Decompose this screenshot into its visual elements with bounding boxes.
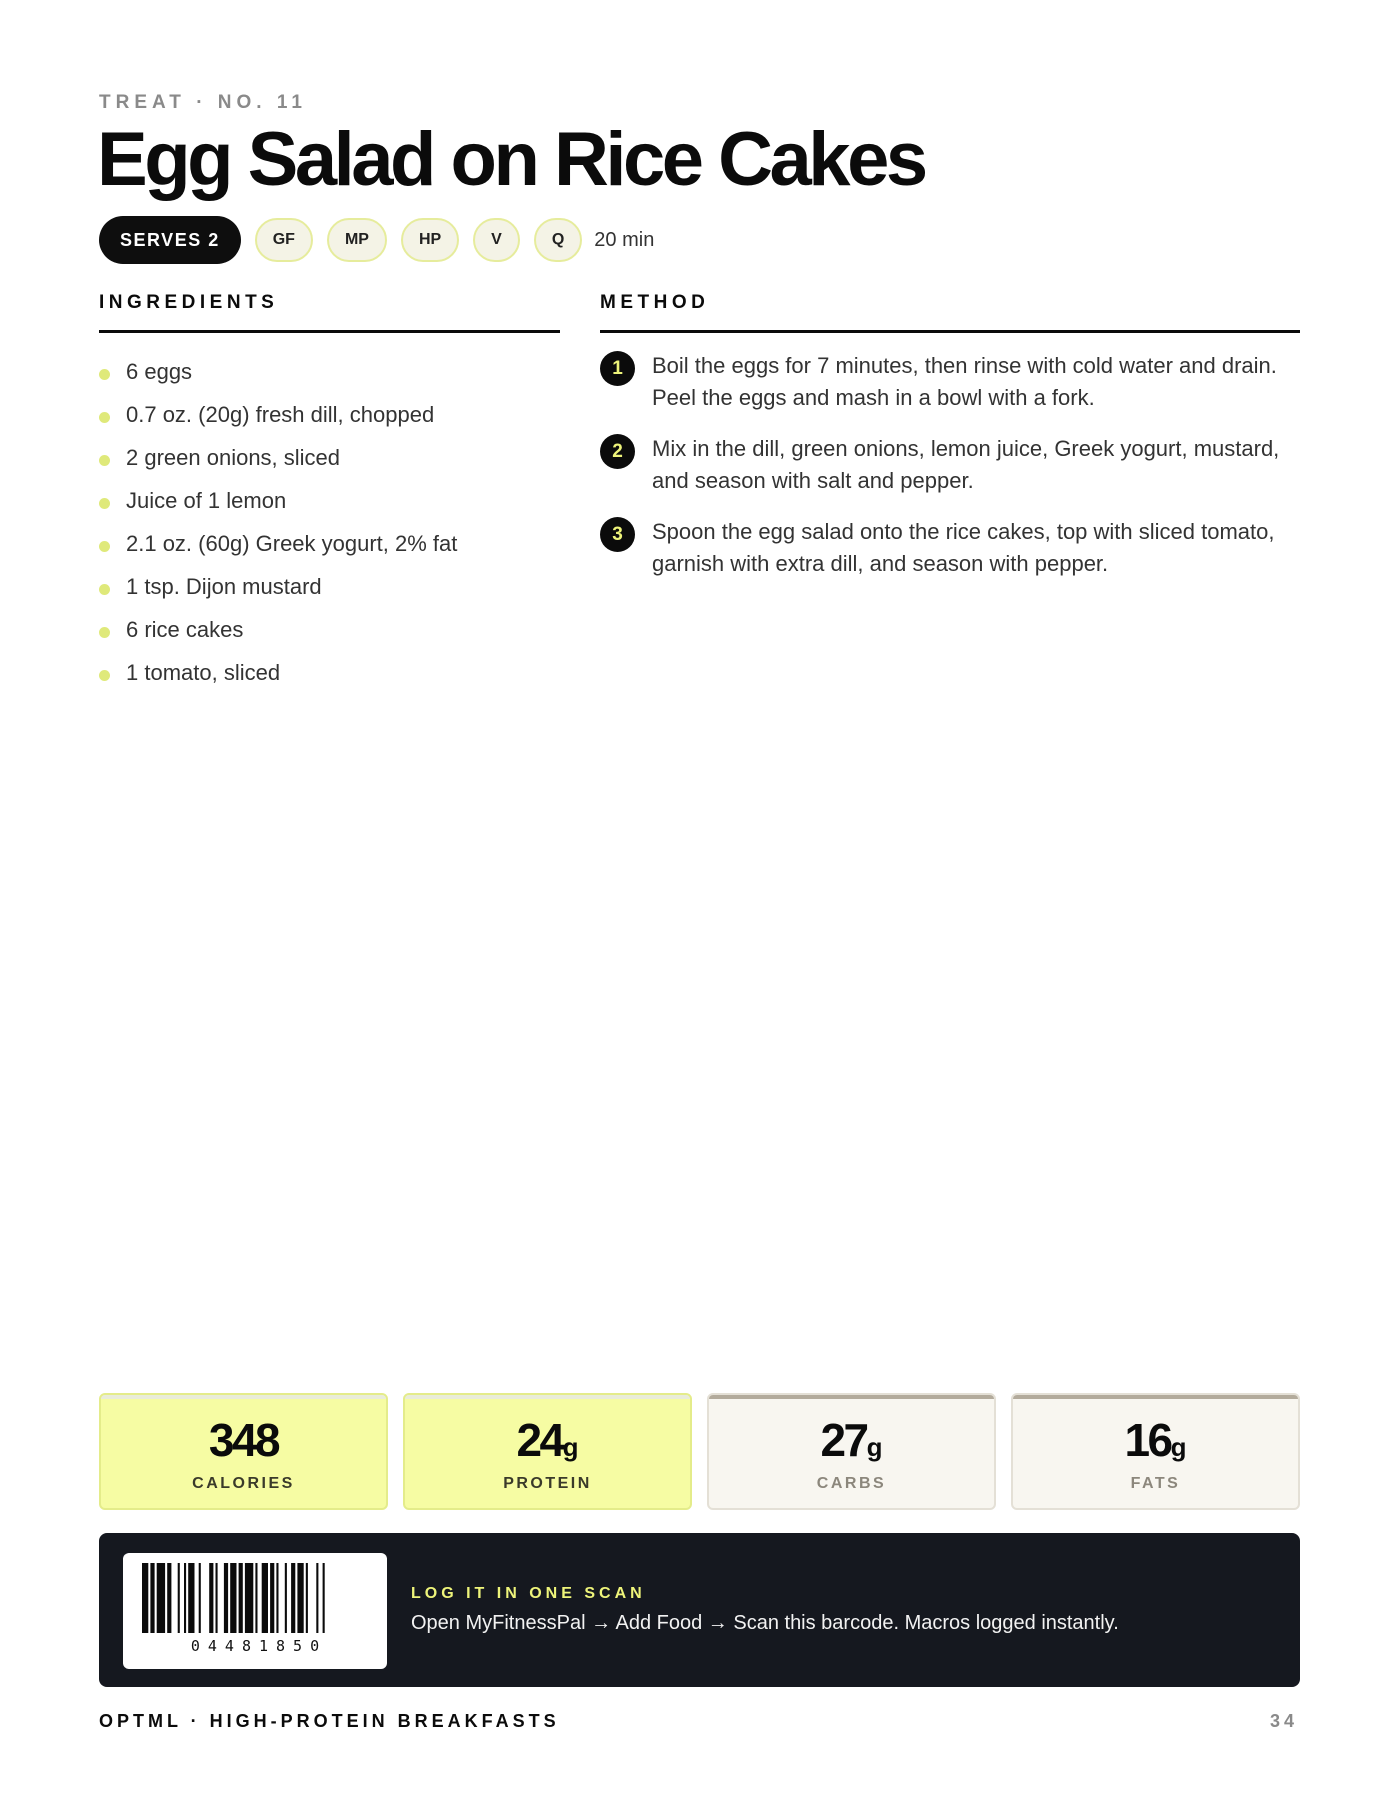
macro-card-fats	[1011, 1393, 1300, 1510]
barcode-bar	[306, 1563, 308, 1633]
bullet-dot-icon	[99, 670, 110, 681]
step-text: Spoon the egg salad onto the rice cakes, top with sliced tomato, garnish with extra dill, and season with pepper.	[652, 519, 1275, 576]
bullet-dot-icon	[99, 498, 110, 509]
step-text: Boil the eggs for 7 minutes, then rinse with cold water and drain. Peel the eggs and mash in a bowl with a fork.	[652, 353, 1277, 410]
method-heading: METHOD	[600, 292, 710, 313]
step-text: Mix in the dill, green onions, lemon juice, Greek yogurt, mustard, and season with salt and pepper.	[652, 436, 1280, 493]
diet-tag-mp: MP	[327, 218, 387, 262]
method-step	[600, 350, 1300, 414]
macro-cards	[99, 1393, 1300, 1510]
barcode-bar	[199, 1563, 201, 1633]
step-number-badge: 3	[600, 517, 635, 552]
bullet-dot-icon	[99, 412, 110, 423]
macro-label: CARBS	[816, 1474, 887, 1492]
macro-card-protein	[403, 1393, 692, 1510]
barcode-bar	[276, 1563, 278, 1633]
diet-tag-v: V	[473, 218, 520, 262]
ingredients-divider	[99, 330, 560, 333]
macro-value: 27g	[820, 1413, 883, 1466]
scan-title: LOG IT IN ONE SCAN	[411, 1585, 646, 1602]
serves-badge: SERVES 2	[99, 216, 241, 264]
barcode-bar	[184, 1563, 186, 1633]
barcode[interactable]	[123, 1553, 387, 1669]
scan-instructions: Open MyFitnessPal → Add Food → Scan this barcode. Macros logged instantly.	[411, 1612, 1119, 1634]
card-top-bar	[1013, 1395, 1298, 1399]
macro-value: 348	[208, 1413, 279, 1466]
barcode-bar	[270, 1563, 274, 1633]
barcode-bar	[255, 1563, 257, 1633]
barcode-bar	[316, 1563, 318, 1633]
barcode-bar	[262, 1563, 268, 1633]
step-number-badge: 1	[600, 351, 635, 386]
barcode-bar	[150, 1563, 154, 1633]
recipe-tags	[99, 216, 654, 264]
ingredients-heading: INGREDIENTS	[99, 292, 279, 313]
step-number-badge: 2	[600, 434, 635, 469]
ingredient-item: 2.1 oz. (60g) Greek yogurt, 2% fat	[99, 522, 559, 565]
ingredient-item: 1 tsp. Dijon mustard	[99, 565, 559, 608]
scan-panel	[99, 1533, 1300, 1687]
barcode-bar	[224, 1563, 228, 1633]
card-top-bar	[709, 1395, 994, 1399]
card-top-bar	[405, 1395, 690, 1399]
macro-card-carbs	[707, 1393, 996, 1510]
barcode-bar	[291, 1563, 295, 1633]
ingredient-item: 6 rice cakes	[99, 608, 559, 651]
prep-time: 20 min	[594, 228, 655, 251]
method-step	[600, 516, 1300, 580]
barcode-bar	[297, 1563, 303, 1633]
bullet-dot-icon	[99, 369, 110, 380]
macro-label: FATS	[1130, 1474, 1181, 1492]
barcode-bar	[142, 1563, 148, 1633]
ingredient-item: 6 eggs	[99, 350, 559, 393]
ingredient-item: 0.7 oz. (20g) fresh dill, chopped	[99, 393, 559, 436]
barcode-bar	[167, 1563, 171, 1633]
bullet-dot-icon	[99, 541, 110, 552]
ingredient-item: Juice of 1 lemon	[99, 479, 559, 522]
barcode-bar	[323, 1563, 325, 1633]
card-top-bar	[101, 1395, 386, 1399]
barcode-bar	[245, 1563, 253, 1633]
barcode-bar	[239, 1563, 243, 1633]
bullet-dot-icon	[99, 584, 110, 595]
barcode-bar	[209, 1563, 213, 1633]
barcode-icon	[142, 1563, 368, 1635]
barcode-bar	[157, 1563, 165, 1633]
diet-tag-gf: GF	[255, 218, 313, 262]
barcode-bar	[285, 1563, 287, 1633]
macro-value: 16g	[1124, 1413, 1187, 1466]
barcode-bar	[178, 1563, 180, 1633]
macro-value: 24g	[516, 1413, 579, 1466]
bullet-dot-icon	[99, 455, 110, 466]
barcode-number: 04481850	[190, 1637, 328, 1655]
macro-card-calories	[99, 1393, 388, 1510]
method-step	[600, 433, 1300, 497]
macro-label: PROTEIN	[503, 1474, 592, 1492]
recipe-category: TREAT · NO. 11	[99, 92, 307, 113]
barcode-bar	[188, 1563, 194, 1633]
method-divider	[600, 330, 1300, 333]
diet-tag-q: Q	[534, 218, 582, 262]
barcode-bar	[230, 1563, 236, 1633]
diet-tag-hp: HP	[401, 218, 459, 262]
barcode-bar	[216, 1563, 218, 1633]
page-title: Egg Salad on Rice Cakes	[97, 117, 925, 202]
footer-book-title: OPTML · HIGH-PROTEIN BREAKFASTS	[99, 1711, 560, 1731]
ingredient-item: 2 green onions, sliced	[99, 436, 559, 479]
ingredient-item: 1 tomato, sliced	[99, 651, 559, 694]
bullet-dot-icon	[99, 627, 110, 638]
page-number: 34	[1269, 1711, 1298, 1731]
ingredients-list	[99, 350, 559, 694]
macro-label: CALORIES	[192, 1474, 295, 1492]
method-steps	[600, 350, 1300, 599]
